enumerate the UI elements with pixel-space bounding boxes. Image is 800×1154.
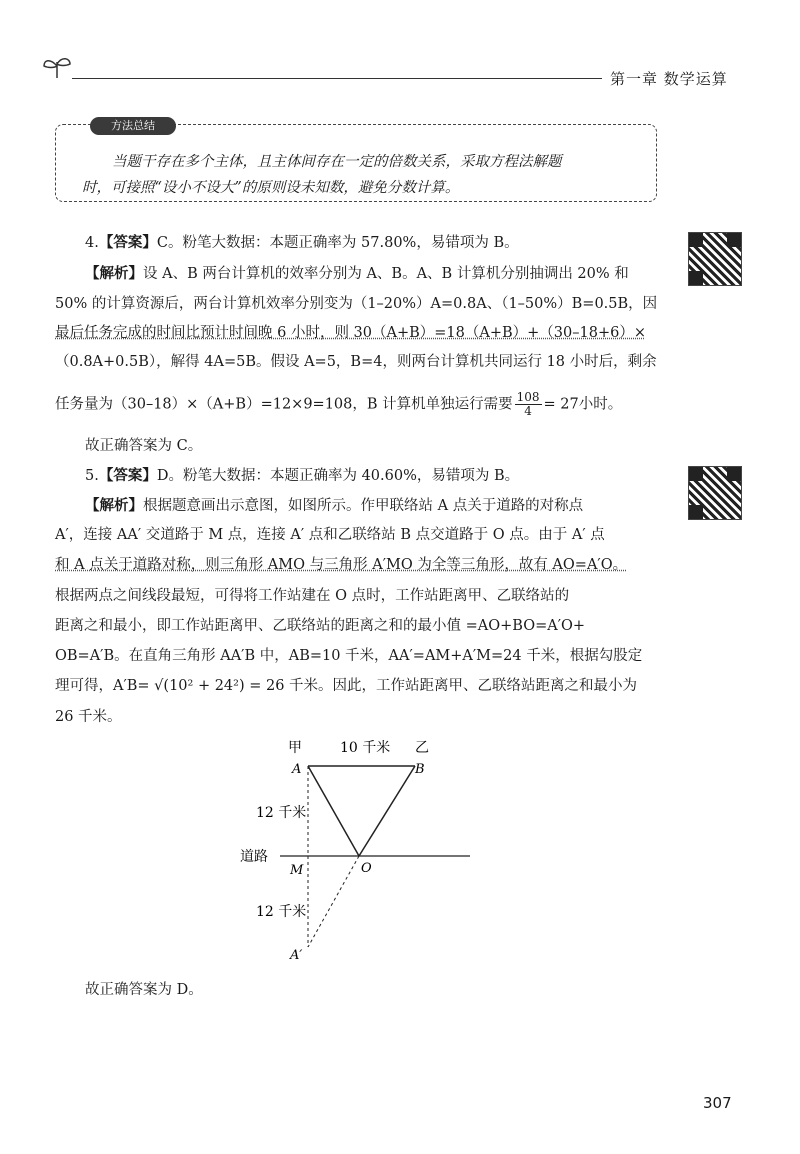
label-upper-dist: 12 千米 (256, 805, 307, 821)
label-road: 道路 (240, 849, 268, 865)
page-number: 307 (703, 1094, 732, 1112)
q4-analysis-line-2: 50% 的计算资源后，两台计算机效率分别变为（1–20%）A=0.8A、（1–50%）B=0.5B，因 (55, 296, 658, 312)
q4-answer-line: 4.【答案】C。粉笔大数据：本题正确率为 57.80%，易错项为 B。 (85, 234, 519, 251)
label-a: A (292, 762, 302, 777)
q5-conclusion: 故正确答案为 D。 (85, 982, 203, 998)
geometry-diagram (230, 735, 480, 965)
q4-analysis-line-3: 最后任务完成的时间比预计时间晚 6 小时，则 30（A+B）=18（A+B）+（30–18+6）× (55, 325, 646, 341)
q4-analysis-line-4: （0.8A+0.5B），解得 4A=5B。假设 A=5，B=4，则两台计算机共同运行 18 小时后，剩余 (55, 354, 657, 370)
label-top-dist: 10 千米 (340, 740, 391, 756)
leaf-icon (40, 52, 74, 82)
chapter-title: 第一章 数学运算 (610, 70, 728, 88)
q5-analysis-line-1: 【解析】根据题意画出示意图，如图所示。作甲联络站 A 点关于道路的对称点 (85, 497, 584, 514)
q5-analysis-line-2: A′，连接 AA′ 交道路于 M 点，连接 A′ 点和乙联络站 B 点交道路于 O 点。由于 A′ 点 (55, 527, 605, 543)
label-yi: 乙 (415, 740, 429, 756)
q5-analysis-line-4: 根据两点之间线段最短，可得将工作站建在 O 点时，工作站距离甲、乙联络站的 (55, 588, 570, 604)
q4-analysis-line-5: 任务量为（30–18）×（A+B）=12×9=108，B 计算机单独运行需要 $\frac{108}{4}$ = 27小时。 (55, 390, 623, 418)
label-jia: 甲 (288, 740, 302, 756)
label-m: M (290, 863, 304, 878)
segment-bo (359, 766, 415, 856)
segment-o-aprime (308, 856, 359, 947)
tip-line-1: 当题干存在多个主体，且主体间存在一定的倍数关系，采取方程法解题 (112, 154, 562, 170)
q5-analysis-line-7: 理可得，A′B= √(10² + 24²) = 26 千米。因此，工作站距离甲、乙联络站距离之和最小为 (55, 678, 638, 694)
tip-badge: 方法总结 (90, 117, 176, 135)
q4-conclusion: 故正确答案为 C。 (85, 438, 203, 454)
segment-ao (308, 766, 359, 856)
q5-analysis-line-8: 26 千米。 (55, 709, 122, 725)
header-rule (72, 78, 602, 79)
tip-line-2: 时，可接照“设小不设大”的原则设未知数，避免分数计算。 (82, 180, 460, 196)
label-o: O (361, 861, 372, 876)
label-a-prime: A′ (290, 948, 303, 963)
q5-analysis-line-6: OB=A′B。在直角三角形 AA′B 中，AB=10 千米，AA′=AM+A′M=24 千米，根据勾股定 (55, 648, 643, 664)
q5-analysis-line-3: 和 A 点关于道路对称，则三角形 AMO 与三角形 A′MO 为全等三角形，故有 AO=A′O。 (55, 557, 628, 573)
label-lower-dist: 12 千米 (256, 904, 307, 920)
fraction: $\frac{108}{4}$ (516, 390, 540, 418)
q4-analysis-line-1: 【解析】设 A、B 两台计算机的效率分别为 A、B。A、B 计算机分别抽调出 20% 和 (85, 265, 629, 282)
q5-analysis-line-5: 距离之和最小，即工作站距离甲、乙联络站的距离之和的最小值 =AO+BO=A′O+ (55, 618, 586, 634)
q5-answer-line: 5.【答案】D。粉笔大数据：本题正确率为 40.60%，易错项为 B。 (85, 467, 520, 484)
label-b: B (415, 762, 425, 777)
